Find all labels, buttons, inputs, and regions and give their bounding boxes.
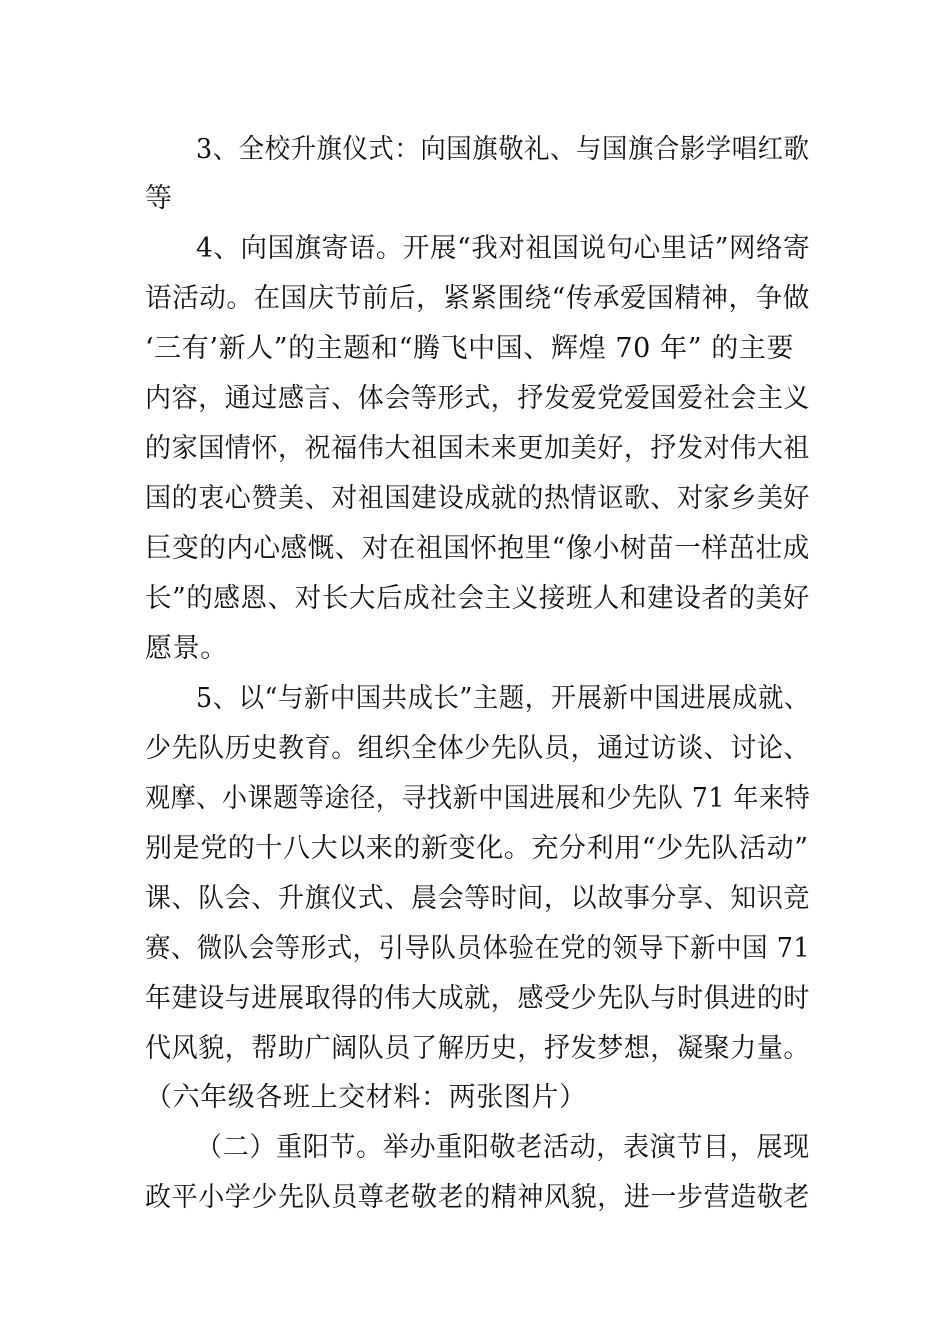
- text-line: （六年级各班上交材料：两张图片）: [145, 1082, 587, 1113]
- text-line: 政平小学少先队员尊老敬老的精神风貌，进一步营造敬老: [145, 1182, 811, 1213]
- text-line: 4、向国旗寄语。开展“我对祖国说句心里话”网络寄: [196, 233, 811, 264]
- text-line: 代风貌，帮助广阔队员了解历史，抒发梦想，凝聚力量。: [145, 1033, 811, 1064]
- text-line: 课、队会、升旗仪式、晨会等时间，以故事分享、知识竞: [145, 883, 811, 914]
- text-line: 语活动。在国庆节前后，紧紧围绕“传承爱国精神，争做: [145, 283, 810, 314]
- text-line: 国的衷心赞美、对祖国建设成就的热情讴歌、对家乡美好: [145, 483, 811, 514]
- text-line: （二）重阳节。举办重阳敬老活动，表演节目，展现: [196, 1132, 810, 1163]
- text-line: 年建设与进展取得的伟大成就，感受少先队与时俱进的时: [145, 983, 811, 1014]
- text-line: 5、以“与新中国共成长”主题，开展新中国进展成就、: [196, 683, 810, 714]
- text-line: 的家国情怀，祝福伟大祖国未来更加美好，抒发对伟大祖: [145, 433, 811, 464]
- text-line: 少先队历史教育。组织全体少先队员，通过访谈、讨论、: [145, 733, 811, 764]
- text-line: 内容，通过感言、体会等形式，抒发爱党爱国爱社会主义: [145, 383, 811, 414]
- text-line: 别是党的十八大以来的新变化。充分利用“少先队活动”: [145, 833, 809, 864]
- text-line: 3、全校升旗仪式：向国旗敬礼、与国旗合影学唱红歌: [196, 134, 810, 165]
- text-line: 等: [145, 183, 173, 214]
- text-line: 巨变的内心感慨、对在祖国怀抱里“像小树苗一样茁壮成: [145, 533, 810, 564]
- text-line: 赛、微队会等形式，引导队员体验在党的领导下新中国 71: [145, 933, 811, 964]
- text-line: 观摩、小课题等途径，寻找新中国进展和少先队 71 年来特: [145, 783, 811, 814]
- text-line: 愿景。: [145, 633, 228, 664]
- text-line: 长”的感恩、对长大后成社会主义接班人和建设者的美好: [145, 583, 810, 614]
- text-line: ‘三有’新人”的主题和“腾飞中国、辉煌 70 年” 的主要: [145, 333, 795, 364]
